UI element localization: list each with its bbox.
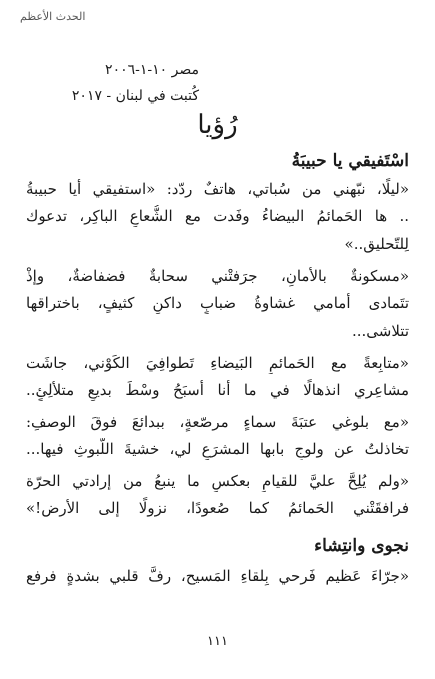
text-line: .. ها الحَمائمُ البيضاءُ وفَدت مع الشُّعاعِ الباكِر، تدعوك	[26, 207, 409, 225]
text-line: تخاذلتُ عن ولوجِ بابها المشرَعِ لي، خشيةَ اللّبوثِ فيها...	[26, 440, 409, 458]
place-date: مصر ١٠-١-٢٠٠٦	[105, 62, 199, 78]
text-line: لِلتّحليق..»	[344, 235, 409, 253]
section-heading: اسْتَفيقي يا حبيبَةُ	[291, 151, 409, 171]
text-line: «متابِعةً مع الحَمائمِ البَيضاءِ تَطوافِيَ الكَوْني، جاشَت	[26, 354, 409, 372]
text-line: تتلاشى...	[351, 322, 409, 340]
text-line: فرافقَتْني الحَمائمُ كما صُعودًا، نزولًا إلى الأرض!»	[26, 499, 409, 517]
text-line: تتَمادى أمامي غشاوةُ ضبابٍ داكنٍ كثيفٍ، باختراقها	[26, 294, 409, 312]
text-line: «ولم يُلِحَّ عليَّ للقيامِ بعكسِ ما ينبعُ من إرادتي الحرّة	[26, 472, 409, 490]
running-head: الحدث الأعظم	[20, 10, 86, 23]
chapter-title: رُؤيا	[197, 110, 238, 140]
written-in-note: كُتبت في لبنان - ٢٠١٧	[71, 88, 199, 104]
page-number: ١١١	[207, 634, 228, 649]
section-heading: نجوى وانتِشاء	[314, 536, 409, 556]
text-line: مشاعِري انذهالًا في ما أنا أسبَحُ وسْطَ بديعٍ متلألِئٍ..	[26, 381, 409, 399]
text-line: «ليلًا، نبّهني من سُباتي، هاتفٌ ردّد: «استفيقي أيا حبيبةُ	[26, 180, 409, 198]
text-line: «مع بلوغي عتبَةَ سماءٍ مرصّعةٍ، ببدائعَ فوقَ الوصفِ:	[26, 413, 409, 431]
text-line: «جرّاءَ عَظيم فَرحي بِلقاءِ المَسيح، رفَّ قلبي بشدةٍ فرفع	[26, 567, 409, 585]
text-line: «مسكونةٌ بالأمانِ، جرَفتْني سحابةٌ فضفاضةٌ، وإذْ	[26, 267, 409, 285]
